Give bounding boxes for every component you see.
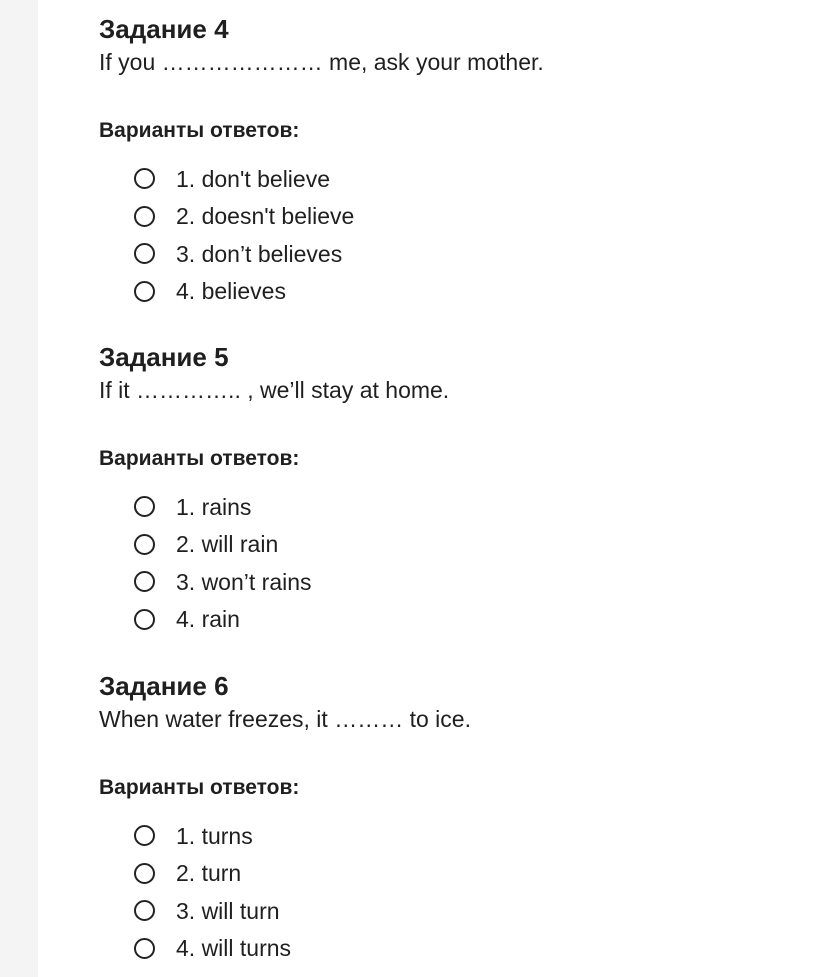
- answer-options-list: [134, 488, 312, 638]
- option-label: 3. won’t rains: [176, 568, 312, 595]
- task-question: If it ………….. , we’ll stay at home.: [99, 377, 450, 403]
- answer-option-2[interactable]: [134, 526, 312, 564]
- option-label: 3. don’t believes: [176, 240, 343, 267]
- radio-button-icon[interactable]: [134, 938, 155, 959]
- task-question: If you ………………… me, ask your mother.: [99, 49, 544, 75]
- answer-option-1[interactable]: [134, 488, 312, 526]
- answer-option-3[interactable]: [134, 235, 354, 273]
- radio-button-icon[interactable]: [134, 206, 155, 227]
- option-label: 4. believes: [176, 278, 286, 305]
- answer-option-1[interactable]: [134, 160, 354, 198]
- option-label: 3. will turn: [176, 897, 280, 924]
- task-title: Задание 5: [99, 342, 229, 372]
- answer-option-2[interactable]: [134, 855, 291, 893]
- task-question: When water freezes, it ……… to ice.: [99, 706, 471, 732]
- answer-option-2[interactable]: [134, 198, 354, 236]
- task-title: Задание 4: [99, 14, 229, 44]
- radio-button-icon[interactable]: [134, 900, 155, 921]
- answer-options-heading: Варианты ответов:: [99, 119, 300, 142]
- option-label: 1. don't believe: [176, 165, 331, 192]
- option-label: 4. will turns: [176, 935, 292, 962]
- answer-option-4[interactable]: [134, 930, 291, 968]
- option-label: 1. turns: [176, 822, 253, 849]
- answer-option-3[interactable]: [134, 563, 312, 601]
- option-label: 4. rain: [176, 606, 240, 633]
- radio-button-icon[interactable]: [134, 571, 155, 592]
- option-label: 2. turn: [176, 860, 242, 887]
- answer-option-1[interactable]: [134, 817, 291, 855]
- answer-options-list: [134, 160, 354, 310]
- radio-button-icon[interactable]: [134, 281, 155, 302]
- answer-option-4[interactable]: [134, 601, 312, 639]
- answer-options-heading: Варианты ответов:: [99, 776, 300, 799]
- radio-button-icon[interactable]: [134, 243, 155, 264]
- radio-button-icon[interactable]: [134, 609, 155, 630]
- radio-button-icon[interactable]: [134, 168, 155, 189]
- option-label: 2. will rain: [176, 531, 279, 558]
- task-title: Задание 6: [99, 671, 229, 701]
- answer-options-heading: Варианты ответов:: [99, 447, 300, 470]
- answer-options-list: [134, 817, 291, 967]
- option-label: 1. rains: [176, 493, 252, 520]
- radio-button-icon[interactable]: [134, 825, 155, 846]
- radio-button-icon[interactable]: [134, 534, 155, 555]
- radio-button-icon[interactable]: [134, 496, 155, 517]
- answer-option-4[interactable]: [134, 273, 354, 311]
- answer-option-3[interactable]: [134, 892, 291, 930]
- radio-button-icon[interactable]: [134, 863, 155, 884]
- option-label: 2. doesn't believe: [176, 203, 355, 230]
